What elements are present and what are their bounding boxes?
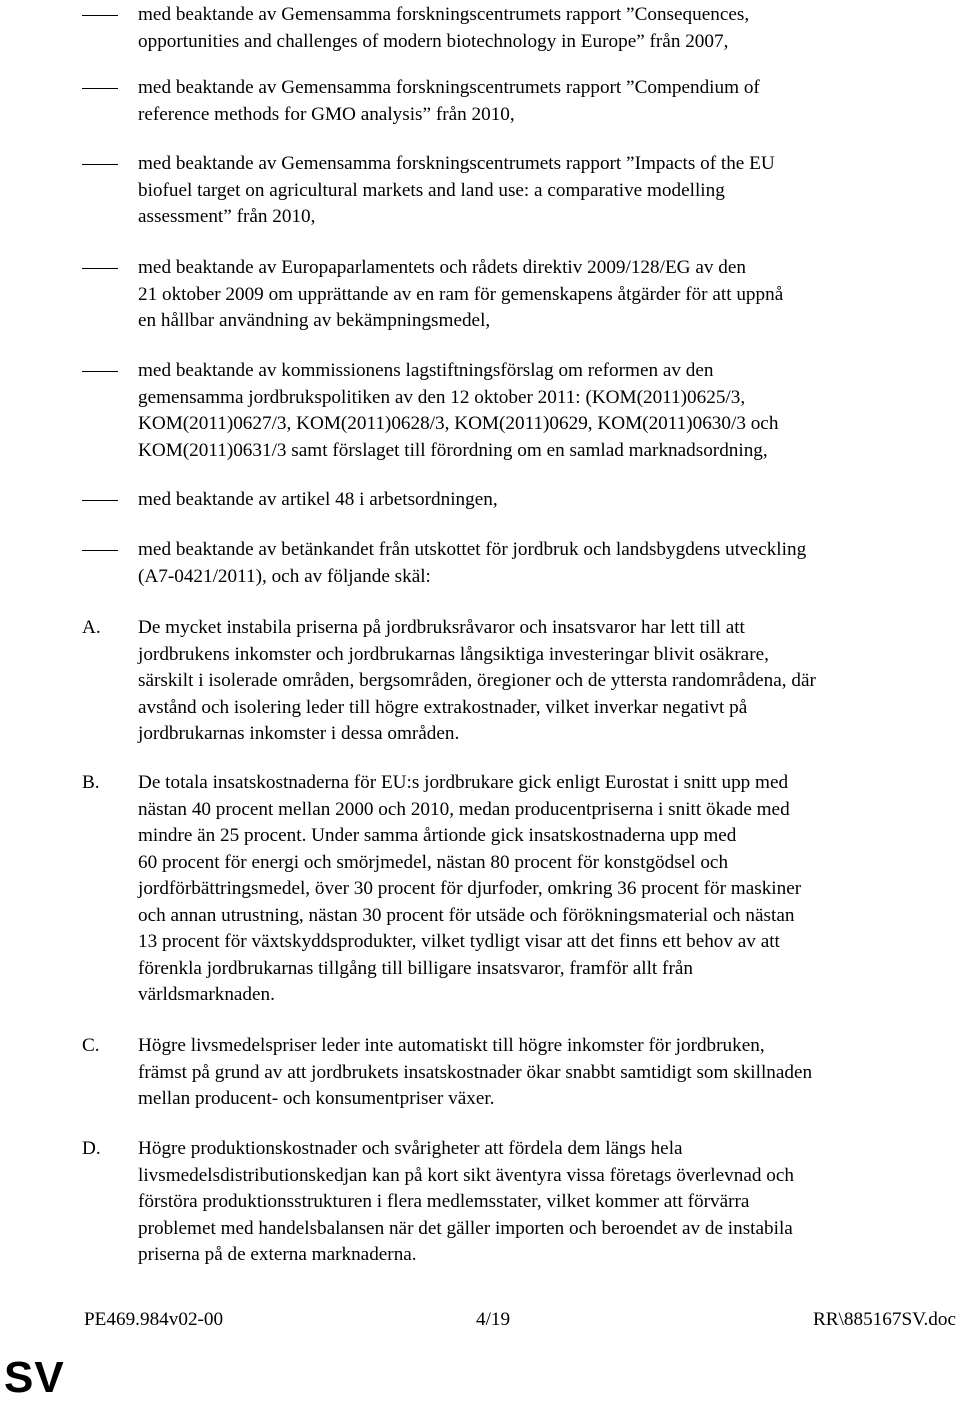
text-line: förenkla jordbrukarnas tillgång till billigare insatsvaror, framför allt från	[138, 957, 693, 979]
text-line: främst på grund av att jordbrukets insatskostnader ökar snabbt samtidigt som skillnaden	[138, 1061, 813, 1083]
text-line: med beaktande av betänkandet från utskottet för jordbruk och landsbygdens utveckling	[138, 539, 807, 560]
file-name: RR\885167SV.doc	[812, 1309, 956, 1330]
text-line: KOM(2011)0631/3 samt förslaget till förordning om en samlad marknadsordning,	[138, 439, 768, 461]
dash-bullet	[82, 500, 118, 501]
text-line: reference methods for GMO analysis” från 2010,	[138, 103, 515, 125]
citation-text	[138, 358, 956, 464]
text-line: priserna på de externa marknaderna.	[138, 1244, 417, 1265]
text-line: förstöra produktionsstrukturen i flera medlemsstater, vilket kommer att förvärra	[138, 1191, 750, 1212]
citation-text	[138, 537, 956, 590]
text-line: jordbrukens inkomster och jordbrukarnas långsiktiga investeringar blivit osäkrare,	[138, 643, 769, 665]
recital-letter: D.	[82, 1138, 101, 1159]
document-reference: PE469.984v02-00	[84, 1309, 224, 1330]
page-footer	[0, 1307, 960, 1333]
text-line: KOM(2011)0627/3, KOM(2011)0628/3, KOM(2011)0629, KOM(2011)0630/3 och	[138, 413, 779, 434]
text-line: med beaktande av Gemensamma forskningscentrumets rapport ”Consequences,	[138, 4, 750, 25]
text-line: livsmedelsdistributionskedjan kan på kort sikt äventyra vissa företags överlevnad och	[138, 1164, 794, 1186]
text-line: världsmarknaden.	[138, 984, 275, 1005]
dash-bullet	[82, 15, 118, 16]
recital-letter: B.	[82, 772, 100, 793]
text-line: Högre produktionskostnader och svårigheter att fördela dem längs hela	[138, 1138, 683, 1159]
page-number: 4/19	[476, 1309, 511, 1330]
language-code: SV	[4, 1353, 65, 1402]
recital-text	[138, 1136, 956, 1269]
text-line: gemensamma jordbrukspolitiken av den 12 oktober 2011: (KOM(2011)0625/3,	[138, 386, 746, 408]
text-line: De mycket instabila priserna på jordbruksråvaror och insatsvaror har lett till att	[138, 617, 745, 638]
text-line: assessment” från 2010,	[138, 206, 316, 227]
text-line: med beaktande av Gemensamma forskningscentrumets rapport ”Impacts of the EU	[138, 153, 775, 174]
recital-letter: A.	[82, 617, 101, 638]
text-line: med beaktande av artikel 48 i arbetsordningen,	[138, 489, 498, 510]
text-line: nästan 40 procent mellan 2000 och 2010, medan producentpriserna i snitt ökade med	[138, 798, 790, 820]
text-line: avstånd och isolering leder till högre extrakostnader, vilket inverkar negativt på	[138, 696, 748, 718]
text-line: De totala insatskostnaderna för EU:s jordbrukare gick enligt Eurostat i snitt upp med	[138, 772, 789, 793]
text-line: opportunities and challenges of modern biotechnology in Europe” från 2007,	[138, 30, 729, 52]
text-line: med beaktande av Europaparlamentets och rådets direktiv 2009/128/EG av den	[138, 257, 746, 278]
recital-letter: C.	[82, 1035, 100, 1056]
text-line: biofuel target on agricultural markets and land use: a comparative modelling	[138, 179, 725, 201]
text-line: 21 oktober 2009 om upprättande av en ram för gemenskapens åtgärder för att uppnå	[138, 283, 784, 305]
text-line: särskilt i isolerade områden, bergsområden, öregioner och de yttersta randområdena, där	[138, 670, 816, 691]
text-line: 13 procent för växtskyddsprodukter, vilket tydligt visar att det finns ett behov av att	[138, 931, 780, 952]
text-line: mellan producent- och konsumentpriser växer.	[138, 1088, 495, 1109]
citation-text	[138, 255, 956, 335]
text-line: en hållbar användning av bekämpningsmedel,	[138, 310, 491, 331]
dash-bullet	[82, 550, 118, 551]
citation-text	[138, 2, 956, 55]
dash-bullet	[82, 268, 118, 269]
recital-text	[138, 770, 956, 1009]
text-line: 60 procent för energi och smörjmedel, nästan 80 procent för konstgödsel och	[138, 851, 729, 873]
dash-bullet	[82, 164, 118, 165]
citation-text	[138, 487, 956, 514]
text-line: mindre än 25 procent. Under samma årtionde gick insatskostnaderna upp med	[138, 825, 737, 846]
dash-bullet	[82, 88, 118, 89]
text-line: Högre livsmedelspriser leder inte automatiskt till högre inkomster för jordbruken,	[138, 1035, 765, 1056]
dash-bullet	[82, 371, 118, 372]
text-line: problemet med handelsbalansen när det gäller importen och beroendet av de instabila	[138, 1217, 793, 1239]
citation-text	[138, 75, 956, 128]
recital-text	[138, 1033, 956, 1113]
text-line: jordbrukarnas inkomster i dessa områden.	[138, 723, 460, 744]
text-line: med beaktande av kommissionens lagstiftningsförslag om reformen av den	[138, 360, 714, 381]
recital-text	[138, 615, 956, 748]
text-line: jordförbättringsmedel, över 30 procent för djurfoder, omkring 36 procent för maskiner	[138, 878, 802, 899]
citation-text	[138, 151, 956, 231]
text-line: med beaktande av Gemensamma forskningscentrumets rapport ”Compendium of	[138, 77, 760, 98]
text-line: och annan utrustning, nästan 30 procent för utsäde och förökningsmaterial och nästan	[138, 904, 795, 926]
text-line: (A7-0421/2011), och av följande skäl:	[138, 565, 431, 587]
